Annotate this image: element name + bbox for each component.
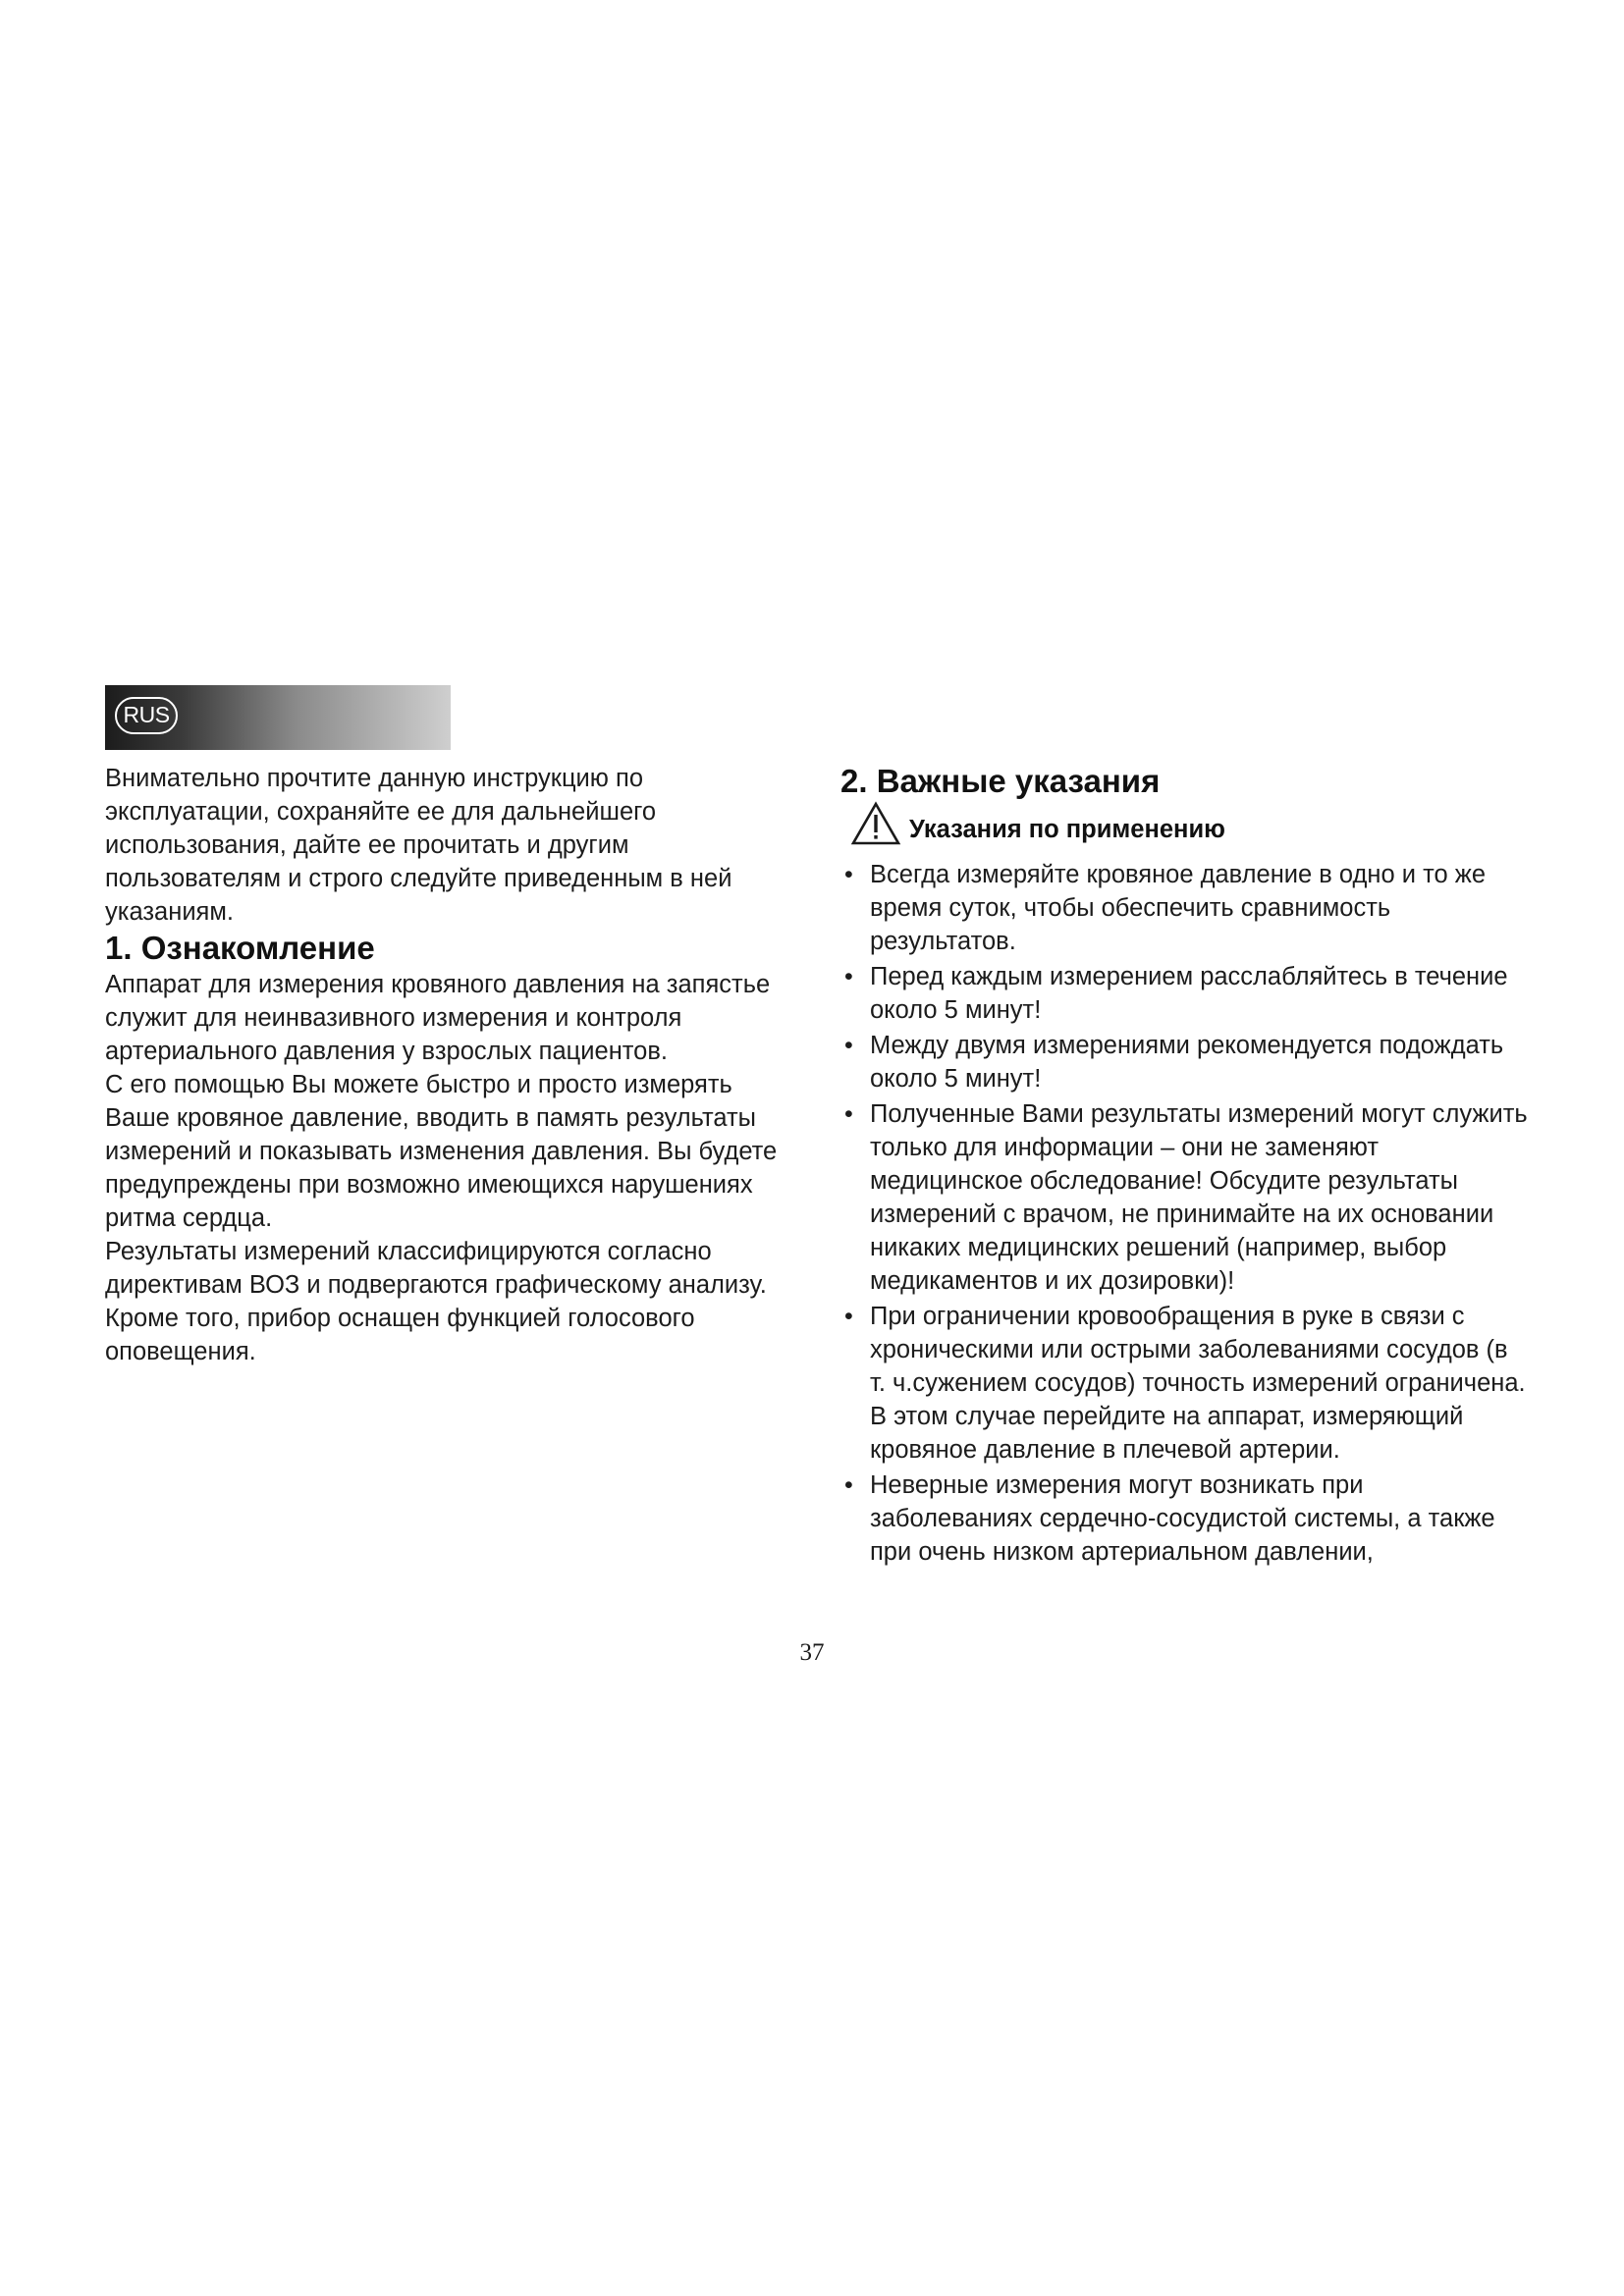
right-column [840,762,1528,1571]
section-1-paragraph: Результаты измерений классифицируются согласно директивам ВОЗ и подвергаются графическому анализу. [105,1238,767,1299]
list-item-text: Всегда измеряйте кровяное давление в одно и то же время суток, чтобы обеспечить сравнимость результатов. [870,861,1487,955]
intro-paragraph: Внимательно прочтите данную инструкцию по эксплуатации, сохраняйте ее для дальнейшего использования, дайте ее прочитать и другим пользователям и строго следуйте приведенным в ней указаниям. [105,765,732,926]
list-item [840,1097,1528,1298]
section-1-paragraph: Кроме того, прибор оснащен функцией голосового оповещения. [105,1305,695,1365]
bullet-icon: • [844,861,853,888]
list-item-text: Перед каждым измерением расслабляйтесь в течение около 5 минут! [870,963,1508,1024]
section-1-paragraph: Аппарат для измерения кровяного давления на запястье служит для неинвазивного измерения и контроля артериального давления у взрослых пациентов. [105,971,771,1065]
section-1-paragraph: С его помощью Вы можете быстро и просто измерять Ваше кровяное давление, вводить в память результаты измерений и показывать изменения давления. Вы будете предупреждены при возможно имеющихся нарушениях ритма сердца. [105,1071,778,1232]
usage-notes-heading [840,801,1528,846]
left-column [105,762,792,1368]
language-badge: RUS [115,697,178,734]
list-item-text: При ограничении кровообращения в руке в связи с хроническими или острыми заболеваниями сосудов (в т. ч.сужением сосудов) точность измерений ограничена. В этом случае перейдите на аппарат, измеряющий кровяное давление в плечевой артерии. [870,1303,1526,1464]
list-item [840,1300,1528,1467]
usage-notes-list [840,858,1528,1569]
page-number: 37 [799,1639,825,1666]
list-item [840,1468,1528,1569]
bullet-icon: • [844,963,853,990]
warning-triangle-icon [850,801,901,846]
language-banner [105,685,451,750]
list-item [840,960,1528,1027]
list-item-text: Неверные измерения могут возникать при заболеваниях сердечно-сосудистой системы, а также при очень низком артериальном давлении, [870,1471,1495,1566]
bullet-icon: • [844,1303,853,1330]
list-item-text: Полученные Вами результаты измерений могут служить только для информации – они не заменяют медицинское обследование! Обсудите результаты измерений с врачом, не принимайте на их основании никаких медицинских решений (например, выбор медикаментов и их дозировки)! [870,1100,1528,1295]
bullet-icon: • [844,1471,853,1499]
bullet-icon: • [844,1032,853,1059]
section-2-title: 2. Важные указания [840,763,1161,799]
section-1-title: 1. Ознакомление [105,930,375,966]
list-item [840,858,1528,958]
usage-notes-heading-text: Указания по применению [909,816,1225,843]
bullet-icon: • [844,1100,853,1128]
list-item [840,1029,1528,1095]
list-item-text: Между двумя измерениями рекомендуется подождать около 5 минут! [870,1032,1504,1093]
